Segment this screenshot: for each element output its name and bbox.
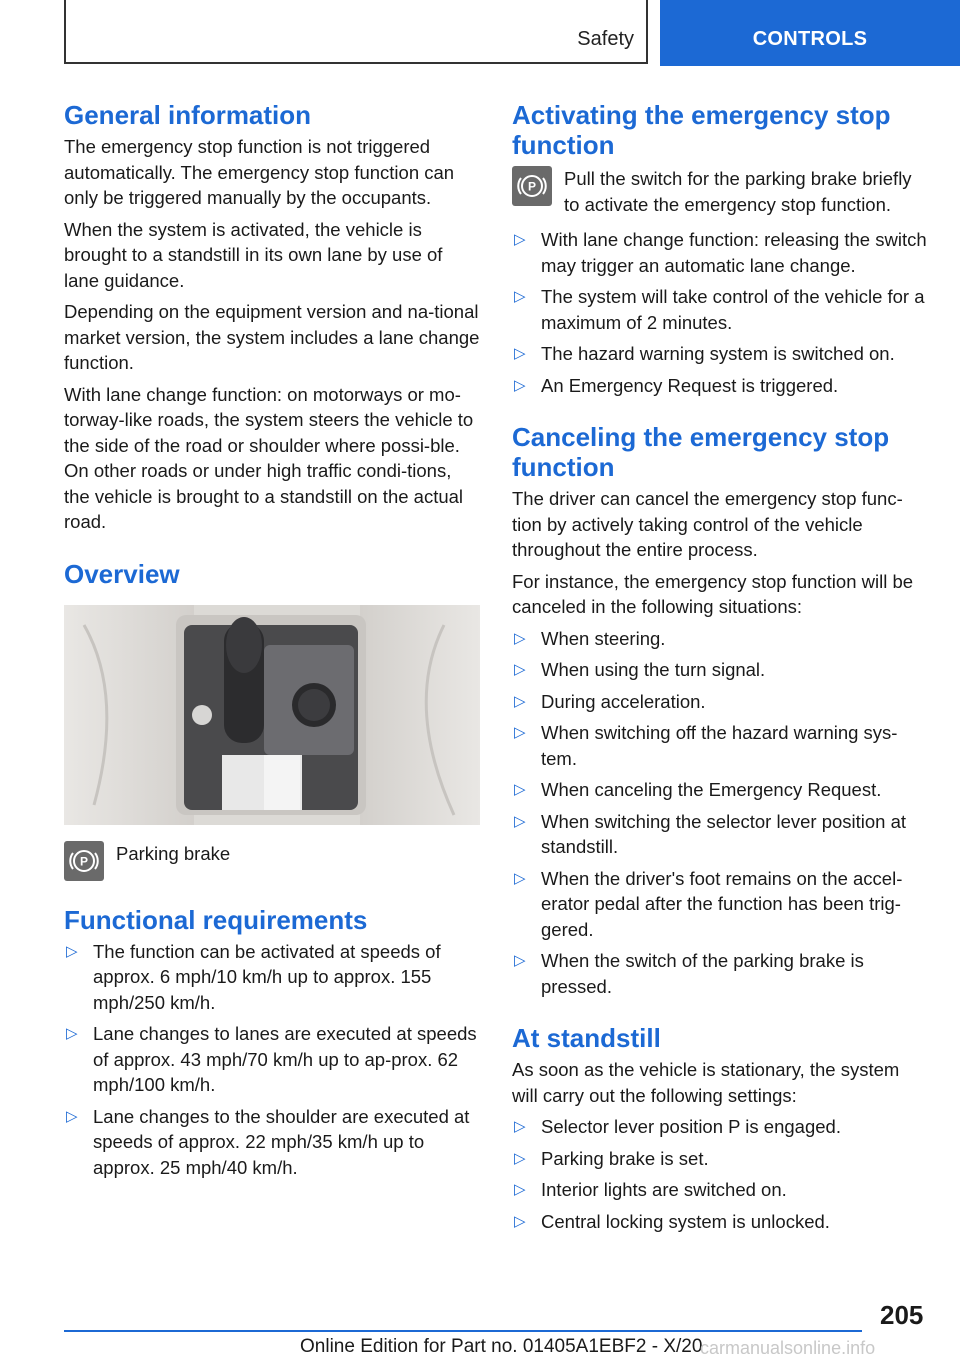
standstill-list <box>512 1114 928 1234</box>
list-item-text: Central locking system is unlocked. <box>541 1210 830 1232</box>
triangle-bullet-icon: ▷ <box>66 1107 78 1125</box>
functional-requirements-heading: Functional requirements <box>64 904 368 935</box>
header-box <box>64 0 648 64</box>
list-item-text: Parking brake is set. <box>541 1147 709 1169</box>
parking-brake-icon <box>64 841 104 881</box>
center-console-photo <box>64 605 480 825</box>
general-paragraph: Depending on the equipment version and na-tional market version, the system includes a lane change function. <box>64 301 480 373</box>
footer-divider <box>64 1330 862 1332</box>
left-column <box>64 100 480 1186</box>
general-paragraph: With lane change function: on motorways or mo-torway-like roads, the system steers the vehicle to the side of the road or shoulder where possi-ble. On other roads or under high traffic condi-tions, the vehicle is brought to a standstill on the actual road. <box>64 383 474 532</box>
list-item <box>512 720 928 771</box>
list-item-text: When the driver's foot remains on the accel-erator pedal after the function has been trig-gered. <box>541 867 903 940</box>
parking-brake-icon <box>512 166 552 206</box>
standstill-paragraph: As soon as the vehicle is stationary, the system will carry out the following settings: <box>512 1059 900 1106</box>
list-item-text: When steering. <box>541 627 666 649</box>
list-item-text: The function can be activated at speeds of approx. 6 mph/10 km/h up to approx. 155 mph/250 km/h. <box>93 940 441 1013</box>
triangle-bullet-icon: ▷ <box>66 942 78 960</box>
triangle-bullet-icon: ▷ <box>514 288 526 305</box>
triangle-bullet-icon: ▷ <box>514 345 526 362</box>
activating-list <box>512 227 928 398</box>
functional-requirements-list <box>64 939 480 1181</box>
triangle-bullet-icon: ▷ <box>514 869 526 887</box>
list-item-text: Lane changes to the shoulder are executed at speeds of approx. 22 mph/35 km/h up to approx. 25 mph/40 km/h. <box>93 1105 470 1178</box>
list-item <box>64 1104 480 1181</box>
list-item-text: The system will take control of the vehicle for a maximum of 2 minutes. <box>541 286 925 333</box>
watermark: carmanualsonline.info <box>700 1338 876 1358</box>
triangle-bullet-icon: ▷ <box>514 1212 526 1230</box>
list-item-text: When the switch of the parking brake is pressed. <box>541 950 864 997</box>
list-item <box>512 657 928 683</box>
triangle-bullet-icon: ▷ <box>514 1181 526 1198</box>
list-item-text: The hazard warning system is switched on. <box>541 343 895 364</box>
list-item-text: During acceleration. <box>541 690 706 712</box>
general-information-heading: General information <box>64 100 312 130</box>
triangle-bullet-icon: ▷ <box>514 1149 526 1167</box>
general-paragraph: The emergency stop function is not triggered automatically. The emergency stop function can only be triggered manually by the occupants. <box>64 136 455 208</box>
list-item <box>512 1209 928 1235</box>
triangle-bullet-icon: ▷ <box>514 952 526 969</box>
list-item <box>512 866 928 943</box>
list-item <box>512 373 928 399</box>
list-item <box>512 777 928 803</box>
triangle-bullet-icon: ▷ <box>514 724 526 741</box>
list-item <box>64 1021 480 1098</box>
activating-instruction <box>512 166 928 217</box>
triangle-bullet-icon: ▷ <box>514 781 526 798</box>
svg-text:P: P <box>79 854 89 868</box>
list-item-text: When switching off the hazard warning sys-tem. <box>541 722 898 769</box>
list-item-text: When using the turn signal. <box>541 659 766 680</box>
parking-brake-caption: Parking brake <box>116 842 231 864</box>
list-item <box>512 1114 928 1140</box>
list-item-text: When canceling the Emergency Request. <box>541 779 882 800</box>
canceling-paragraph: The driver can cancel the emergency stop func-tion by actively taking control of the vehicle throughout the entire process. <box>512 488 903 560</box>
triangle-bullet-icon: ▷ <box>66 1025 78 1042</box>
triangle-bullet-icon: ▷ <box>514 692 526 710</box>
right-column <box>512 100 928 1240</box>
triangle-bullet-icon: ▷ <box>514 1118 526 1135</box>
svg-text:P: P <box>527 179 537 194</box>
general-paragraph: When the system is activated, the vehicle is brought to a standstill in its own lane by use of lane guidance. <box>64 218 443 291</box>
list-item <box>512 1146 928 1172</box>
list-item-text: An Emergency Request is triggered. <box>541 374 839 396</box>
canceling-heading: Canceling the emergency stop function <box>512 422 890 482</box>
canceling-paragraph: For instance, the emergency stop function will be canceled in the following situations: <box>512 570 914 617</box>
triangle-bullet-icon: ▷ <box>514 376 526 394</box>
list-item <box>64 939 480 1016</box>
list-item-text: With lane change function: releasing the switch may trigger an automatic lane change. <box>541 229 927 276</box>
activating-instruction-text: Pull the switch for the parking brake briefly to activate the emergency stop function. <box>564 168 912 215</box>
list-item-text: When switching the selector lever position at standstill. <box>541 810 907 857</box>
triangle-bullet-icon: ▷ <box>514 629 526 647</box>
footer-edition: Online Edition for Part no. 01405A1EBF2 - X/20 <box>300 1336 703 1357</box>
list-item <box>512 341 928 367</box>
list-item <box>512 626 928 652</box>
list-item <box>512 1177 928 1203</box>
parking-brake-legend <box>64 841 480 881</box>
list-item-text: Selector lever position P is engaged. <box>541 1116 841 1137</box>
list-item <box>512 809 928 860</box>
list-item-text: Lane changes to lanes are executed at speeds of approx. 43 mph/70 km/h up to ap-prox. 62 mph/100 km/h. <box>93 1023 477 1095</box>
header-section-label: Safety <box>577 28 634 50</box>
list-item-text: Interior lights are switched on. <box>541 1179 787 1200</box>
canceling-list <box>512 626 928 1000</box>
page-number: 205 <box>880 1300 924 1330</box>
at-standstill-heading: At standstill <box>512 1023 661 1053</box>
triangle-bullet-icon: ▷ <box>514 231 526 248</box>
header-tab-controls <box>660 0 960 66</box>
list-item <box>512 948 928 999</box>
list-item <box>512 227 928 278</box>
overview-heading: Overview <box>64 558 180 589</box>
triangle-bullet-icon: ▷ <box>514 812 526 830</box>
header-tab-label: CONTROLS <box>752 28 868 50</box>
list-item <box>512 284 928 335</box>
activating-heading: Activating the emergency stop function <box>512 100 891 160</box>
list-item <box>512 689 928 715</box>
triangle-bullet-icon: ▷ <box>514 661 526 678</box>
